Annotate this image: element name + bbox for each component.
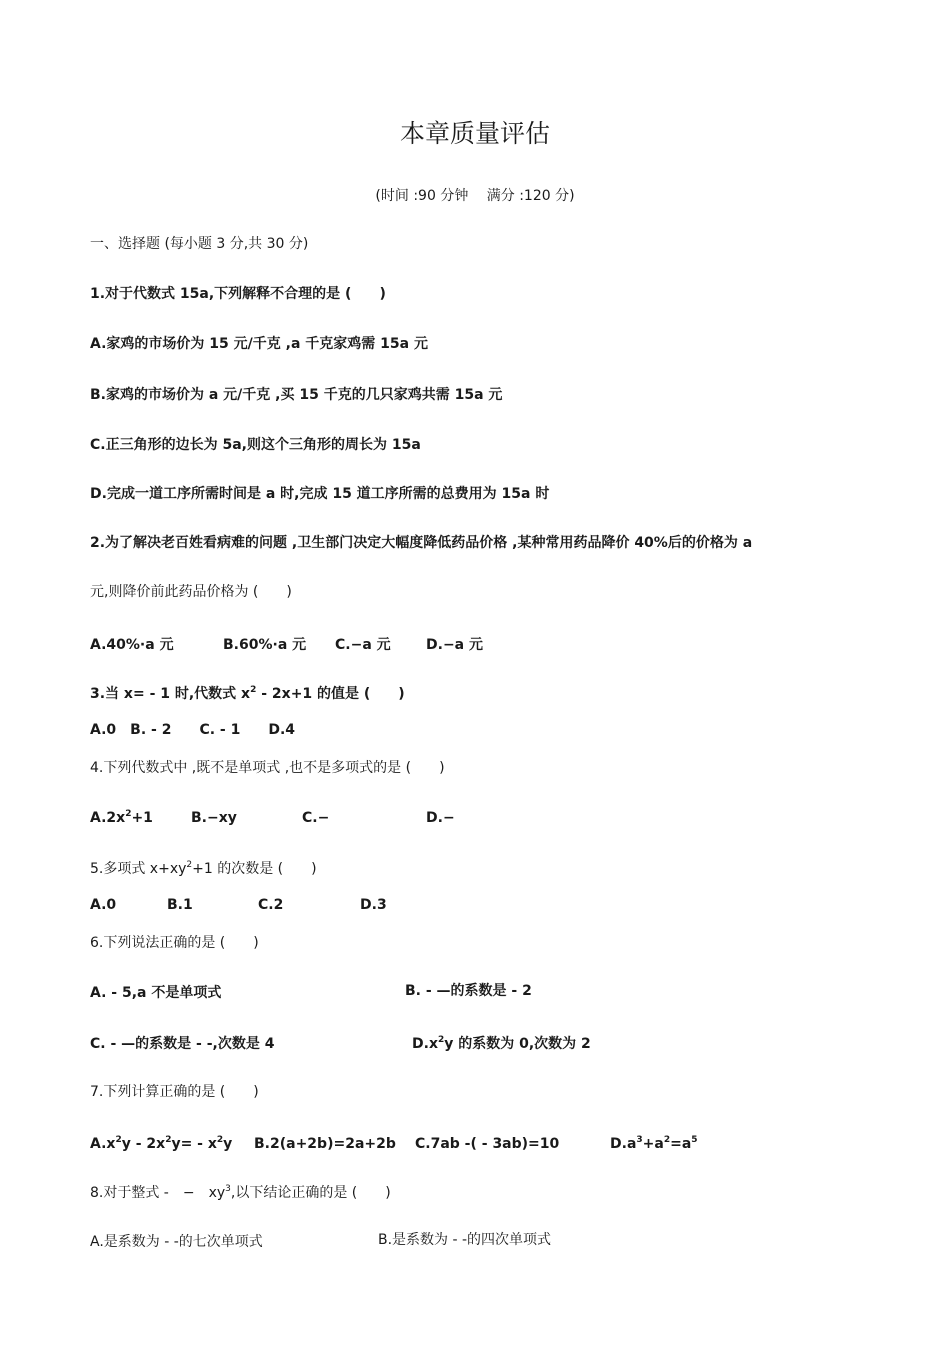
question-3-stem bbox=[90, 685, 405, 703]
question-1-option-b: B.家鸡的市场价为 a 元/千克 ,买 15 千克的几只家鸡共需 15a 元 bbox=[90, 387, 503, 403]
q3-stem-post: - 2x+1 的值是 ( ) bbox=[256, 686, 405, 702]
question-1-stem: 1.对于代数式 15a,下列解释不合理的是 ( ) bbox=[90, 286, 386, 302]
question-2-option-d: D.−a 元 bbox=[426, 637, 483, 653]
q7-a-part4: y bbox=[223, 1136, 233, 1152]
question-2-option-b: B.60%·a 元 bbox=[223, 637, 307, 653]
question-2-option-a: A.40%·a 元 bbox=[90, 637, 174, 653]
q7-d-part2: +a bbox=[642, 1136, 664, 1152]
q6-d-pre: D.x bbox=[412, 1036, 438, 1052]
q7-d-sup2: 2 bbox=[663, 1135, 671, 1145]
question-4-option-b: B.−xy bbox=[191, 810, 237, 826]
q7-a-sup3: 2 bbox=[216, 1135, 224, 1145]
question-5-option-c: C.2 bbox=[258, 897, 284, 913]
q8-stem-pre: 8.对于整式 - − xy bbox=[90, 1185, 226, 1201]
question-2-option-c: C.−a 元 bbox=[335, 637, 391, 653]
q8-stem-post: ,以下结论正确的是 ( ) bbox=[230, 1185, 391, 1201]
q3-superscript: 2 bbox=[250, 685, 257, 695]
question-6-option-b: B. - —的系数是 - 2 bbox=[405, 983, 532, 999]
question-2-stem-line2: 元,则降价前此药品价格为 ( ) bbox=[90, 584, 292, 600]
question-7-option-c: C.7ab -( - 3ab)=10 bbox=[415, 1136, 560, 1152]
question-5-option-d: D.3 bbox=[360, 897, 387, 913]
section-heading: 一、选择题 (每小题 3 分,共 30 分) bbox=[90, 236, 309, 252]
question-5-option-b: B.1 bbox=[167, 897, 193, 913]
question-2-stem-line1: 2.为了解决老百姓看病难的问题 ,卫生部门决定大幅度降低药品价格 ,某种常用药品降价 40%后的价格为 a bbox=[90, 535, 753, 551]
question-1-option-d: D.完成一道工序所需时间是 a 时,完成 15 道工序所需的总费用为 15a 时 bbox=[90, 486, 550, 502]
question-8-stem bbox=[90, 1184, 391, 1202]
q7-a-part3: y= - x bbox=[171, 1136, 217, 1152]
q5-stem-pre: 5.多项式 x+xy bbox=[90, 861, 187, 877]
q4-a-post: +1 bbox=[131, 810, 153, 826]
q3-stem-pre: 3.当 x= - 1 时,代数式 x bbox=[90, 686, 251, 702]
q6-d-post: y 的系数为 0,次数为 2 bbox=[444, 1036, 591, 1052]
question-7-stem: 7.下列计算正确的是 ( ) bbox=[90, 1084, 259, 1100]
q7-a-part2: y - 2x bbox=[121, 1136, 166, 1152]
question-1-option-c: C.正三角形的边长为 5a,则这个三角形的周长为 15a bbox=[90, 437, 421, 453]
question-6-option-a: A. - 5,a 不是单项式 bbox=[90, 985, 222, 1001]
question-8-option-b: B.是系数为 - -的四次单项式 bbox=[378, 1232, 552, 1248]
q8-superscript: 3 bbox=[225, 1184, 231, 1194]
q4-a-pre: A.2x bbox=[90, 810, 126, 826]
question-4-option-c: C.− bbox=[302, 810, 330, 826]
q7-d-part3: =a bbox=[670, 1136, 692, 1152]
question-6-stem: 6.下列说法正确的是 ( ) bbox=[90, 935, 259, 951]
q7-d-sup3: 5 bbox=[691, 1135, 698, 1145]
q4-a-superscript: 2 bbox=[125, 809, 132, 819]
q7-d-part1: D.a bbox=[610, 1136, 637, 1152]
q7-a-sup1: 2 bbox=[115, 1135, 122, 1145]
q5-superscript: 2 bbox=[186, 860, 193, 870]
exam-info: (时间 :90 分钟 满分 :120 分) bbox=[375, 188, 575, 204]
q7-a-part1: A.x bbox=[90, 1136, 116, 1152]
question-7-option-b: B.2(a+2b)=2a+2b bbox=[254, 1136, 396, 1152]
q6-d-superscript: 2 bbox=[437, 1035, 445, 1045]
question-6-option-c: C. - —的系数是 - -,次数是 4 bbox=[90, 1036, 275, 1052]
q5-stem-post: +1 的次数是 ( ) bbox=[192, 861, 317, 877]
question-1-option-a: A.家鸡的市场价为 15 元/千克 ,a 千克家鸡需 15a 元 bbox=[90, 336, 428, 352]
question-5-stem bbox=[90, 860, 317, 878]
question-3-options: A.0 B. - 2 C. - 1 D.4 bbox=[90, 722, 296, 738]
question-4-option-d: D.− bbox=[426, 810, 455, 826]
page-title: 本章质量评估 bbox=[399, 119, 550, 148]
q7-d-sup1: 3 bbox=[636, 1135, 643, 1145]
question-6-option-d bbox=[412, 1035, 591, 1053]
question-7-option-d bbox=[610, 1135, 698, 1153]
question-7-option-a bbox=[90, 1135, 232, 1153]
question-4-option-a bbox=[90, 809, 153, 827]
question-5-option-a: A.0 bbox=[90, 897, 117, 913]
question-8-option-a: A.是系数为 - -的七次单项式 bbox=[90, 1234, 263, 1250]
q7-a-sup2: 2 bbox=[165, 1135, 172, 1145]
question-4-stem: 4.下列代数式中 ,既不是单项式 ,也不是多项式的是 ( ) bbox=[90, 760, 445, 776]
